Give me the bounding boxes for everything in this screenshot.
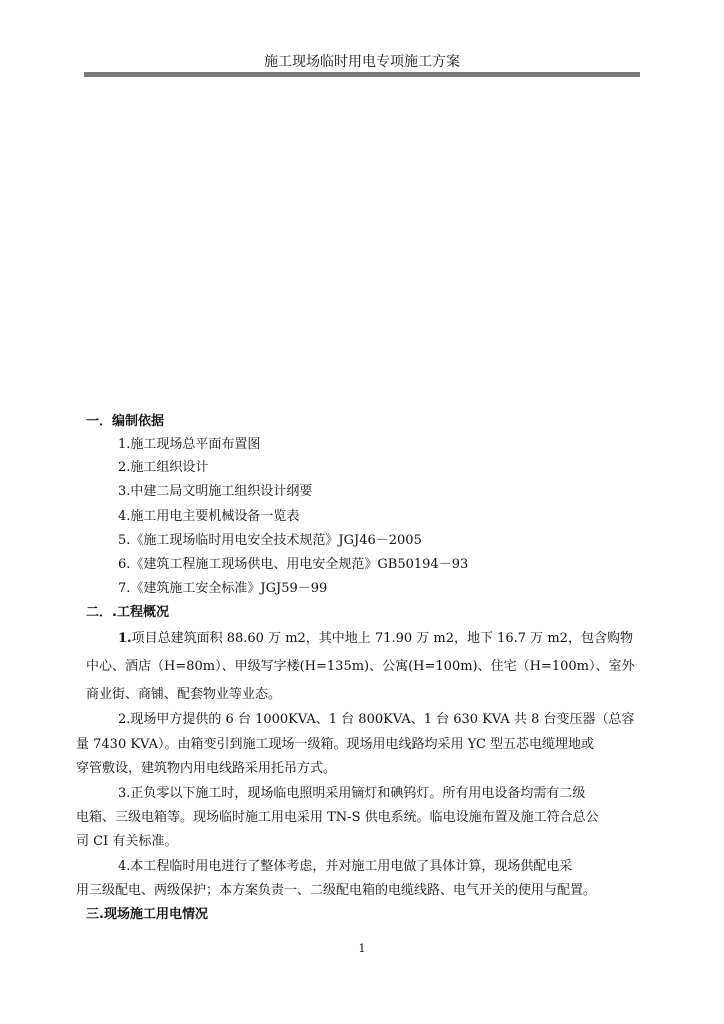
overview-para-1-line-3: 商业街、商铺、配套物业等业态。 [86, 687, 282, 702]
overview-para-1-line-2: 中心、酒店（H=80m）、甲级写字楼(H=135m)、公寓(H=100m)、住宅（H=100m）、室外 [86, 659, 635, 674]
page-number: 1 [358, 942, 366, 955]
overview-para-4-line-2: 用三级配电、两级保护；本方案负责一、二级配电箱的电缆线路、电气开关的使用与配置。 [76, 883, 597, 898]
basis-item-6: 6.《建筑工程施工现场供电、用电安全规范》GB50194－93 [118, 557, 469, 572]
basis-item-2: 2.施工组织设计 [118, 460, 209, 475]
basis-item-5: 5.《施工现场临时用电安全技术规范》JGJ46－2005 [118, 533, 422, 548]
overview-para-3-line-1: 3.正负零以下施工时，现场临电照明采用镝灯和碘钨灯。所有用电设备均需有二级 [118, 786, 586, 801]
overview-para-2-line-3: 穿管敷设，建筑物内用电线路采用托吊方式。 [76, 761, 337, 776]
section-2-heading: 二．.工程概况 [86, 605, 169, 620]
basis-item-1: 1.施工现场总平面布置图 [118, 437, 261, 452]
overview-para-4-line-1: 4.本工程临时用电进行了整体考虑，并对施工用电做了具体计算，现场供配电采 [118, 859, 573, 874]
overview-para-3-line-3: 司 CI 有关标准。 [76, 834, 178, 849]
header-title: 施工现场临时用电专项施工方案 [264, 54, 460, 70]
overview-para-1-text: 项目总建筑面积 88.60 万 m2，其中地上 71.90 万 m2，地下 16.7 万 m2，包含购物 [131, 631, 633, 646]
overview-para-3-line-2: 电箱、三级电箱等。现场临时施工用电采用 TN-S 供电系统。临电设施布置及施工符合总公 [76, 810, 599, 825]
overview-para-1-number: 1. [118, 631, 132, 646]
section-3-heading: 三.现场施工用电情况 [86, 907, 208, 922]
basis-item-7: 7.《建筑施工安全标准》JGJ59－99 [118, 581, 328, 596]
basis-item-4: 4.施工用电主要机械设备一览表 [118, 509, 300, 524]
header-rule [84, 72, 640, 77]
overview-para-1-line-1 [118, 630, 633, 648]
overview-para-2-line-1: 2.现场甲方提供的 6 台 1000KVA、1 台 800KVA、1 台 630 KVA 共 8 台变压器（总容 [118, 712, 635, 727]
page-header [84, 54, 640, 77]
basis-item-3: 3.中建二局文明施工组织设计纲要 [118, 484, 313, 499]
overview-para-2-line-2: 量 7430 KVA）。由箱变引到施工现场一级箱。现场用电线路均采用 YC 型五芯电缆埋地或 [76, 737, 595, 752]
section-1-heading: 一．编制依据 [86, 414, 165, 429]
